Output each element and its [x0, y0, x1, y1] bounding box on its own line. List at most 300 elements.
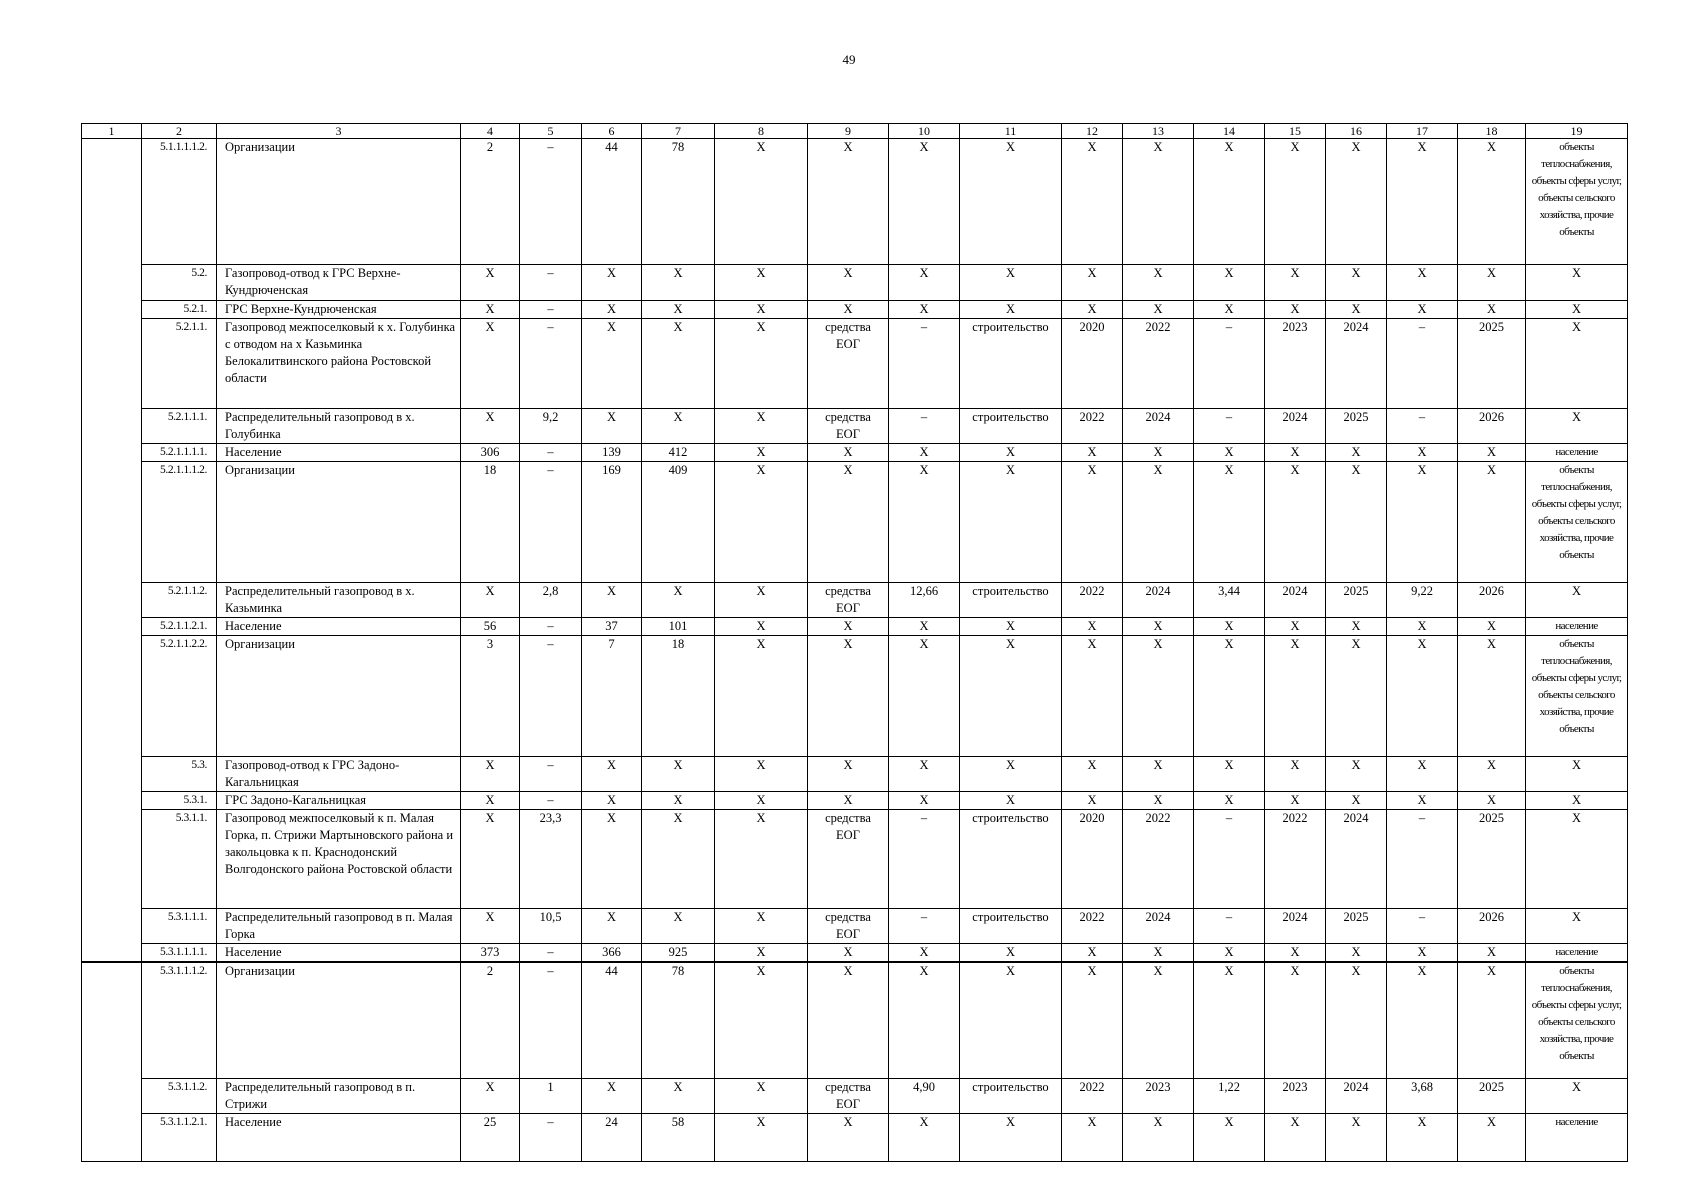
cell-c15: X [1265, 636, 1326, 757]
cell-c15: X [1265, 444, 1326, 462]
cell-c4: 25 [461, 1113, 520, 1161]
cell-c17: X [1387, 462, 1458, 583]
header-cell: 4 [461, 124, 520, 139]
cell-c13: 2022 [1123, 810, 1194, 909]
cell-c13: X [1123, 757, 1194, 792]
cell-c5: – [520, 636, 582, 757]
cell-c8: X [715, 462, 808, 583]
row-name: Газопровод-отвод к ГРС Задоно-Кагальницкая [217, 757, 461, 792]
cell-c16: X [1326, 265, 1387, 301]
cell-c15: 2024 [1265, 909, 1326, 944]
row-name: Распределительный газопровод в п. Стрижи [217, 1078, 461, 1113]
cell-c6: X [582, 810, 642, 909]
cell-c9: средства ЕОГ [808, 409, 889, 444]
cell-c18: X [1458, 944, 1526, 963]
cell-c10: – [889, 810, 960, 909]
blank-cell [82, 810, 142, 909]
table-row [82, 944, 1628, 963]
cell-c5: – [520, 944, 582, 963]
cell-c19: X [1526, 792, 1628, 810]
cell-c7: X [642, 301, 715, 319]
cell-c18: X [1458, 636, 1526, 757]
cell-c19: объекты теплоснабжения, объекты сферы услуг, объекты сельского хозяйства, прочие объекты [1526, 636, 1628, 757]
cell-c13: X [1123, 618, 1194, 636]
cell-c16: X [1326, 792, 1387, 810]
cell-c7: 412 [642, 444, 715, 462]
blank-cell [82, 319, 142, 409]
cell-c11: X [960, 139, 1062, 265]
cell-c9: X [808, 757, 889, 792]
cell-c9: X [808, 139, 889, 265]
cell-c15: X [1265, 962, 1326, 1078]
cell-c6: 44 [582, 962, 642, 1078]
cell-c18: X [1458, 618, 1526, 636]
cell-c17: – [1387, 409, 1458, 444]
row-code: 5.3.1.1.1. [142, 909, 217, 944]
cell-c15: X [1265, 301, 1326, 319]
gas-supply-table [81, 123, 1628, 1162]
cell-c14: X [1194, 757, 1265, 792]
table-row [82, 792, 1628, 810]
cell-c5: – [520, 962, 582, 1078]
cell-c7: X [642, 319, 715, 409]
cell-c14: X [1194, 139, 1265, 265]
cell-c15: 2022 [1265, 810, 1326, 909]
cell-c16: X [1326, 944, 1387, 963]
cell-c16: X [1326, 301, 1387, 319]
cell-c16: X [1326, 636, 1387, 757]
cell-c13: X [1123, 301, 1194, 319]
blank-cell [82, 462, 142, 583]
cell-c8: X [715, 909, 808, 944]
row-name: Организации [217, 636, 461, 757]
cell-c9: X [808, 301, 889, 319]
cell-c10: X [889, 265, 960, 301]
cell-c12: X [1062, 1113, 1123, 1161]
table-row [82, 583, 1628, 618]
cell-c19: X [1526, 909, 1628, 944]
cell-c8: X [715, 636, 808, 757]
row-code: 5.2. [142, 265, 217, 301]
cell-c17: X [1387, 444, 1458, 462]
cell-c17: X [1387, 1113, 1458, 1161]
header-cell: 7 [642, 124, 715, 139]
cell-c17: X [1387, 301, 1458, 319]
cell-c15: 2023 [1265, 319, 1326, 409]
cell-c5: – [520, 319, 582, 409]
cell-c4: X [461, 319, 520, 409]
cell-c10: 4,90 [889, 1078, 960, 1113]
cell-c8: X [715, 757, 808, 792]
cell-c14: X [1194, 962, 1265, 1078]
cell-c13: 2024 [1123, 583, 1194, 618]
cell-c9: средства ЕОГ [808, 583, 889, 618]
cell-c19: объекты теплоснабжения, объекты сферы услуг, объекты сельского хозяйства, прочие объекты [1526, 462, 1628, 583]
cell-c19: объекты теплоснабжения, объекты сферы услуг, объекты сельского хозяйства, прочие объекты [1526, 962, 1628, 1078]
cell-c17: – [1387, 909, 1458, 944]
cell-c7: X [642, 792, 715, 810]
blank-cell [82, 618, 142, 636]
cell-c14: X [1194, 444, 1265, 462]
cell-c7: 925 [642, 944, 715, 963]
cell-c17: – [1387, 810, 1458, 909]
cell-c5: – [520, 301, 582, 319]
cell-c15: X [1265, 757, 1326, 792]
cell-c16: 2024 [1326, 1078, 1387, 1113]
cell-c7: 78 [642, 139, 715, 265]
cell-c10: X [889, 962, 960, 1078]
cell-c5: – [520, 757, 582, 792]
cell-c13: X [1123, 792, 1194, 810]
cell-c11: строительство [960, 583, 1062, 618]
cell-c9: средства ЕОГ [808, 810, 889, 909]
cell-c6: X [582, 583, 642, 618]
cell-c4: X [461, 301, 520, 319]
header-cell: 5 [520, 124, 582, 139]
cell-c16: X [1326, 618, 1387, 636]
cell-c10: X [889, 792, 960, 810]
cell-c5: 1 [520, 1078, 582, 1113]
cell-c13: X [1123, 265, 1194, 301]
cell-c12: X [1062, 792, 1123, 810]
row-name: ГРС Верхне-Кундрюченская [217, 301, 461, 319]
blank-cell [82, 757, 142, 792]
cell-c8: X [715, 301, 808, 319]
header-cell: 8 [715, 124, 808, 139]
cell-c5: – [520, 265, 582, 301]
cell-c9: X [808, 792, 889, 810]
row-name: ГРС Задоно-Кагальницкая [217, 792, 461, 810]
cell-c16: X [1326, 962, 1387, 1078]
cell-c11: X [960, 265, 1062, 301]
cell-c5: 9,2 [520, 409, 582, 444]
row-code: 5.2.1.1.1. [142, 409, 217, 444]
row-code: 5.2.1.1.2. [142, 583, 217, 618]
cell-c14: X [1194, 618, 1265, 636]
cell-c12: 2020 [1062, 319, 1123, 409]
cell-c5: 2,8 [520, 583, 582, 618]
cell-c8: X [715, 444, 808, 462]
row-code: 5.2.1.1. [142, 319, 217, 409]
cell-c6: X [582, 757, 642, 792]
cell-c19: X [1526, 301, 1628, 319]
cell-c19: X [1526, 757, 1628, 792]
header-cell: 15 [1265, 124, 1326, 139]
cell-c6: 366 [582, 944, 642, 963]
cell-c14: X [1194, 792, 1265, 810]
cell-c7: X [642, 810, 715, 909]
cell-c4: X [461, 757, 520, 792]
cell-c9: X [808, 462, 889, 583]
row-name: Газопровод межпоселковый к п. Малая Горка, п. Стрижи Мартыновского района и закольцовка к п. Краснодонский Волгодонского района Ростовской области [217, 810, 461, 909]
cell-c11: X [960, 944, 1062, 963]
table-row [82, 409, 1628, 444]
cell-c17: X [1387, 139, 1458, 265]
cell-c6: X [582, 909, 642, 944]
cell-c9: X [808, 1113, 889, 1161]
cell-c17: X [1387, 944, 1458, 963]
cell-c11: X [960, 757, 1062, 792]
cell-c13: X [1123, 636, 1194, 757]
cell-c14: X [1194, 301, 1265, 319]
cell-c6: 44 [582, 139, 642, 265]
cell-c10: X [889, 139, 960, 265]
row-code: 5.3.1. [142, 792, 217, 810]
cell-c12: X [1062, 618, 1123, 636]
cell-c19: население [1526, 1113, 1628, 1161]
cell-c4: 2 [461, 962, 520, 1078]
cell-c8: X [715, 583, 808, 618]
blank-cell [82, 409, 142, 444]
row-name: Распределительный газопровод в п. Малая Горка [217, 909, 461, 944]
cell-c14: – [1194, 409, 1265, 444]
cell-c17: X [1387, 636, 1458, 757]
cell-c12: 2022 [1062, 583, 1123, 618]
header-cell: 14 [1194, 124, 1265, 139]
cell-c18: 2026 [1458, 409, 1526, 444]
cell-c7: X [642, 583, 715, 618]
cell-c12: 2020 [1062, 810, 1123, 909]
row-code: 5.3.1.1.1.1. [142, 944, 217, 963]
cell-c5: 23,3 [520, 810, 582, 909]
table-row [82, 909, 1628, 944]
cell-c4: 2 [461, 139, 520, 265]
cell-c8: X [715, 1078, 808, 1113]
table-row [82, 757, 1628, 792]
cell-c19: объекты теплоснабжения, объекты сферы услуг, объекты сельского хозяйства, прочие объекты [1526, 139, 1628, 265]
cell-c19: X [1526, 319, 1628, 409]
blank-cell [82, 265, 142, 301]
blank-cell [82, 444, 142, 462]
cell-c11: X [960, 301, 1062, 319]
cell-c14: – [1194, 319, 1265, 409]
row-code: 5.3.1.1.1.2. [142, 962, 217, 1078]
cell-c15: X [1265, 1113, 1326, 1161]
cell-c14: X [1194, 944, 1265, 963]
cell-c18: 2026 [1458, 909, 1526, 944]
cell-c15: X [1265, 139, 1326, 265]
cell-c11: X [960, 462, 1062, 583]
cell-c11: строительство [960, 810, 1062, 909]
cell-c19: X [1526, 583, 1628, 618]
blank-cell [82, 1078, 142, 1113]
cell-c5: – [520, 618, 582, 636]
cell-c17: 9,22 [1387, 583, 1458, 618]
header-cell: 2 [142, 124, 217, 139]
blank-cell [82, 301, 142, 319]
cell-c5: – [520, 139, 582, 265]
blank-cell [82, 583, 142, 618]
table-row [82, 636, 1628, 757]
cell-c17: X [1387, 792, 1458, 810]
table-row [82, 1078, 1628, 1113]
header-cell: 17 [1387, 124, 1458, 139]
cell-c17: X [1387, 962, 1458, 1078]
header-cell: 9 [808, 124, 889, 139]
cell-c11: строительство [960, 319, 1062, 409]
row-code: 5.2.1. [142, 301, 217, 319]
cell-c7: 101 [642, 618, 715, 636]
cell-c18: X [1458, 139, 1526, 265]
cell-c13: 2024 [1123, 409, 1194, 444]
cell-c18: X [1458, 757, 1526, 792]
cell-c15: 2024 [1265, 409, 1326, 444]
cell-c18: 2025 [1458, 319, 1526, 409]
cell-c6: 24 [582, 1113, 642, 1161]
cell-c8: X [715, 810, 808, 909]
cell-c10: X [889, 757, 960, 792]
cell-c11: X [960, 1113, 1062, 1161]
cell-c18: X [1458, 1113, 1526, 1161]
row-name: Население [217, 444, 461, 462]
row-code: 5.2.1.1.1.2. [142, 462, 217, 583]
cell-c13: 2023 [1123, 1078, 1194, 1113]
cell-c18: X [1458, 265, 1526, 301]
cell-c11: X [960, 792, 1062, 810]
cell-c9: средства ЕОГ [808, 909, 889, 944]
cell-c14: X [1194, 1113, 1265, 1161]
cell-c4: X [461, 1078, 520, 1113]
row-code: 5.1.1.1.1.2. [142, 139, 217, 265]
row-code: 5.3. [142, 757, 217, 792]
blank-cell [82, 636, 142, 757]
header-cell: 16 [1326, 124, 1387, 139]
cell-c14: – [1194, 909, 1265, 944]
header-cell: 19 [1526, 124, 1628, 139]
cell-c4: 18 [461, 462, 520, 583]
header-cell: 13 [1123, 124, 1194, 139]
cell-c10: X [889, 1113, 960, 1161]
cell-c12: X [1062, 636, 1123, 757]
cell-c4: 306 [461, 444, 520, 462]
cell-c19: население [1526, 618, 1628, 636]
cell-c4: X [461, 265, 520, 301]
cell-c7: 409 [642, 462, 715, 583]
header-cell: 1 [82, 124, 142, 139]
table-row [82, 462, 1628, 583]
cell-c9: X [808, 265, 889, 301]
cell-c10: 12,66 [889, 583, 960, 618]
cell-c14: 3,44 [1194, 583, 1265, 618]
row-name: Газопровод межпоселковый к х. Голубинка с отводом на х Казьминка Белокалитвинского района Ростовской области [217, 319, 461, 409]
cell-c19: X [1526, 1078, 1628, 1113]
cell-c7: X [642, 1078, 715, 1113]
cell-c12: X [1062, 757, 1123, 792]
header-cell: 11 [960, 124, 1062, 139]
cell-c13: X [1123, 139, 1194, 265]
cell-c13: X [1123, 462, 1194, 583]
table-row [82, 1113, 1628, 1161]
cell-c12: X [1062, 301, 1123, 319]
cell-c16: X [1326, 1113, 1387, 1161]
cell-c11: строительство [960, 1078, 1062, 1113]
cell-c4: X [461, 810, 520, 909]
cell-c8: X [715, 319, 808, 409]
blank-cell [82, 1113, 142, 1161]
cell-c17: X [1387, 757, 1458, 792]
header-cell: 10 [889, 124, 960, 139]
cell-c4: X [461, 583, 520, 618]
cell-c12: X [1062, 139, 1123, 265]
cell-c18: 2026 [1458, 583, 1526, 618]
cell-c16: X [1326, 139, 1387, 265]
cell-c10: X [889, 301, 960, 319]
cell-c13: X [1123, 1113, 1194, 1161]
cell-c14: X [1194, 265, 1265, 301]
header-cell: 3 [217, 124, 461, 139]
cell-c18: X [1458, 462, 1526, 583]
row-code: 5.3.1.1.2. [142, 1078, 217, 1113]
cell-c19: X [1526, 265, 1628, 301]
row-name: Организации [217, 462, 461, 583]
blank-cell [82, 792, 142, 810]
cell-c13: X [1123, 444, 1194, 462]
cell-c6: X [582, 265, 642, 301]
page-number: 49 [842, 52, 856, 67]
cell-c7: X [642, 909, 715, 944]
table-row [82, 319, 1628, 409]
cell-c7: X [642, 757, 715, 792]
cell-c9: средства ЕОГ [808, 1078, 889, 1113]
row-code: 5.3.1.1. [142, 810, 217, 909]
blank-cell [82, 139, 142, 265]
cell-c7: 18 [642, 636, 715, 757]
row-name: Население [217, 944, 461, 963]
cell-c9: X [808, 944, 889, 963]
cell-c10: – [889, 319, 960, 409]
row-name: Организации [217, 962, 461, 1078]
cell-c18: X [1458, 792, 1526, 810]
cell-c11: X [960, 618, 1062, 636]
cell-c10: X [889, 618, 960, 636]
cell-c16: 2025 [1326, 909, 1387, 944]
cell-c11: строительство [960, 409, 1062, 444]
cell-c8: X [715, 409, 808, 444]
row-code: 5.3.1.1.2.1. [142, 1113, 217, 1161]
cell-c19: X [1526, 810, 1628, 909]
cell-c13: 2022 [1123, 319, 1194, 409]
cell-c7: 78 [642, 962, 715, 1078]
cell-c11: X [960, 636, 1062, 757]
cell-c13: X [1123, 962, 1194, 1078]
cell-c12: 2022 [1062, 1078, 1123, 1113]
cell-c16: X [1326, 757, 1387, 792]
blank-cell [82, 944, 142, 963]
cell-c17: X [1387, 618, 1458, 636]
cell-c10: X [889, 444, 960, 462]
cell-c15: X [1265, 792, 1326, 810]
cell-c13: 2024 [1123, 909, 1194, 944]
cell-c6: 7 [582, 636, 642, 757]
cell-c4: X [461, 909, 520, 944]
cell-c9: X [808, 618, 889, 636]
cell-c5: – [520, 1113, 582, 1161]
cell-c12: X [1062, 962, 1123, 1078]
cell-c18: X [1458, 301, 1526, 319]
table-row [82, 139, 1628, 265]
cell-c19: X [1526, 409, 1628, 444]
cell-c8: X [715, 618, 808, 636]
cell-c18: X [1458, 444, 1526, 462]
row-name: Распределительный газопровод в х. Голубинка [217, 409, 461, 444]
cell-c9: X [808, 636, 889, 757]
header-row [82, 124, 1628, 139]
cell-c8: X [715, 944, 808, 963]
cell-c6: 139 [582, 444, 642, 462]
cell-c9: X [808, 444, 889, 462]
cell-c4: 373 [461, 944, 520, 963]
cell-c10: – [889, 909, 960, 944]
